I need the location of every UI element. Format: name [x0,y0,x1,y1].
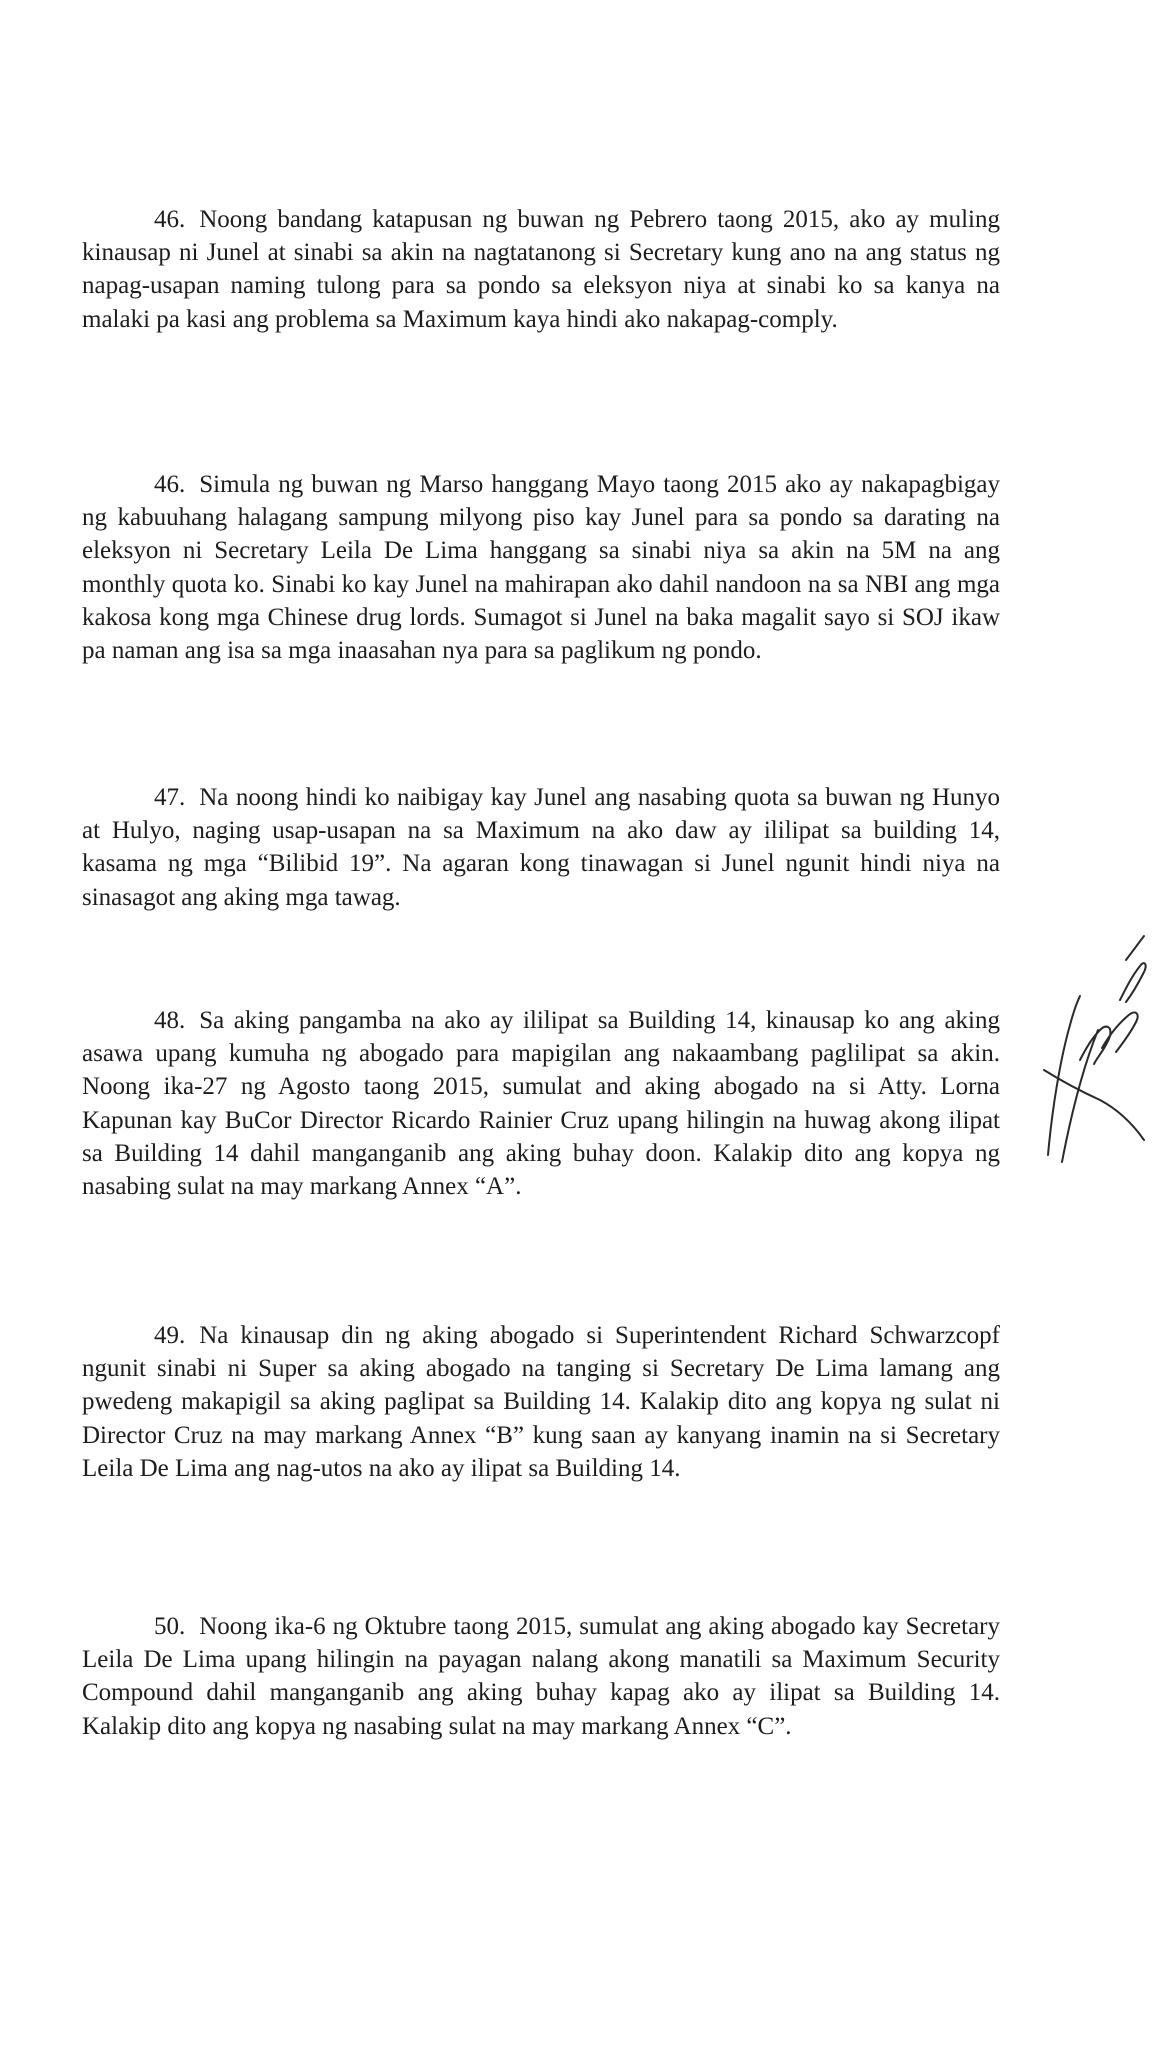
paragraph-46b [82,468,1000,667]
paragraph-46a [82,203,1000,336]
paragraph-number: 47. [154,784,186,811]
paragraph-text: Na kinausap din ng aking abogado si Superintendent Richard Schwarzcopf ngunit sinabi ni Super sa aking abogado na tanging si Secretary De Lima lamang ang pwedeng makapigil sa aking paglipat sa Building 14. Kalakip dito ang kopya ng sulat ni Director Cruz na may markang Annex “B” kung saan ay kanyang inamin na si Secretary Leila De Lima ang nag-utos na ako ay ilipat sa Building 14. [82,1322,1000,1482]
paragraph-text: Noong ika-6 ng Oktubre taong 2015, sumulat ang aking abogado kay Secretary Leila De Lima upang hilingin na payagan nalang akong manatili sa Maximum Security Compound dahil manganganib ang aking buhay kapag ako ay ilipat sa Building 14. Kalakip dito ang kopya ng nasabing sulat na may markang Annex “C”. [82,1613,1000,1740]
paragraph-text: Na noong hindi ko naibigay kay Junel ang nasabing quota sa buwan ng Hunyo at Hulyo, naging usap-usapan na sa Maximum na ako daw ay ililipat sa building 14, kasama ng mga “Bilibid 19”. Na agaran kong tinawagan si Junel ngunit hindi niya na sinasagot ang aking mga tawag. [82,784,1000,911]
paragraph-48 [82,1004,1000,1203]
paragraph-text: Sa aking pangamba na ako ay ililipat sa Building 14, kinausap ko ang aking asawa upang kumuha ng abogado para mapigilan ang nakaambang paglilipat sa akin. Noong ika-27 ng Agosto taong 2015, sumulat and aking abogado na si Atty. Lorna Kapunan kay BuCor Director Ricardo Rainier Cruz upang hilingin na huwag akong ilipat sa Building 14 dahil manganganib ang aking buhay doon. Kalakip dito ang kopya ng nasabing sulat na may markang Annex “A”. [82,1007,1000,1201]
paragraph-number: 46. [154,471,186,498]
paragraph-47 [82,781,1000,914]
paragraph-text: Simula ng buwan ng Marso hanggang Mayo taong 2015 ako ay nakapagbigay ng kabuuhang halagang sampung milyong piso kay Junel para sa pondo sa darating na eleksyon ni Secretary Leila De Lima hanggang sa sinabi niya sa akin na 5M na ang monthly quota ko. Sinabi ko kay Junel na mahirapan ako dahil nandoon na sa NBI ang mga kakosa kong mga Chinese drug lords. Sumagot si Junel na baka magalit sayo si SOJ ikaw pa naman ang isa sa mga inaasahan nya para sa paglikum ng pondo. [82,471,1000,665]
paragraph-text: Noong bandang katapusan ng buwan ng Pebrero taong 2015, ako ay muling kinausap ni Junel at sinabi sa akin na nagtatanong si Secretary kung ano na ang status ng napag-usapan naming tulong para sa pondo sa eleksyon niya at sinabi ko sa kanya na malaki pa kasi ang problema sa Maximum kaya hindi ako nakapag-comply. [82,206,1000,333]
paragraph-number: 48. [154,1007,186,1034]
paragraph-number: 46. [154,206,186,233]
paragraph-number: 50. [154,1613,186,1640]
paragraph-number: 49. [154,1322,186,1349]
paragraph-49 [82,1319,1000,1485]
paragraph-50 [82,1610,1000,1743]
handwritten-signature [1040,930,1150,1170]
